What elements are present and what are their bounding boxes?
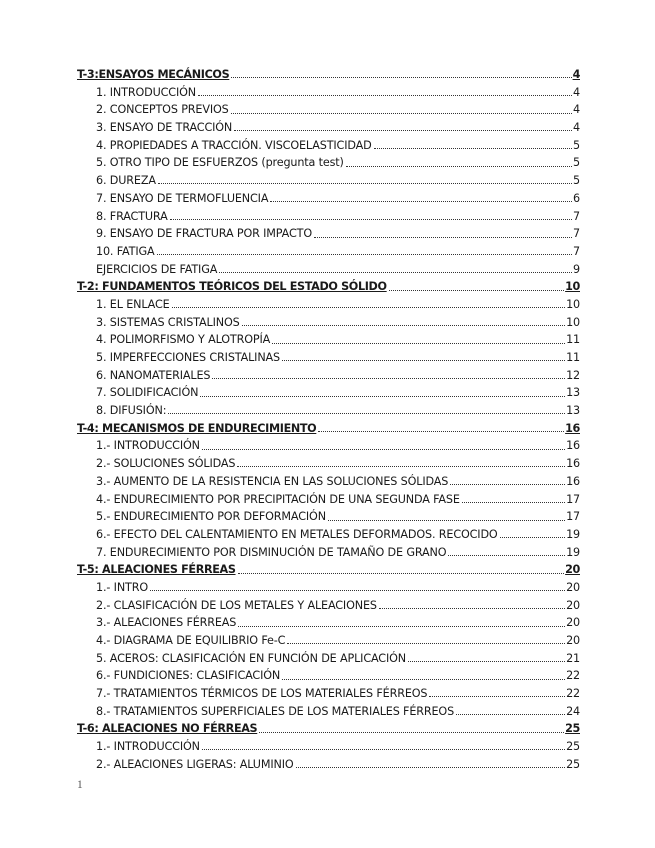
toc-section-entry[interactable]: [77, 544, 580, 562]
toc-entry-title: 4. POLIMORFISMO Y ALOTROPÍA: [96, 333, 271, 347]
toc-section-entry[interactable]: [77, 84, 580, 102]
toc-entry-title: 7. ENSAYO DE TERMOFLUENCIA: [96, 191, 269, 205]
toc-dot-leader: [200, 396, 565, 397]
toc-entry-page: 19: [566, 527, 580, 541]
toc-dot-leader: [346, 166, 572, 167]
toc-entry-page: 20: [566, 616, 580, 630]
toc-entry-page: 10: [566, 315, 580, 329]
toc-entry-page: 20: [566, 580, 580, 594]
toc-entry-page: 19: [566, 545, 580, 559]
toc-entry-title: 1.- INTRO: [96, 580, 148, 594]
toc-entry-title: T-3:ENSAYOS MECÁNICOS: [77, 68, 230, 81]
toc-dot-leader: [287, 643, 565, 644]
toc-section-entry[interactable]: [77, 190, 580, 208]
toc-entry-page: 5: [573, 156, 580, 170]
toc-dot-leader: [202, 749, 565, 750]
toc-chapter-entry[interactable]: [77, 720, 580, 738]
toc-dot-leader: [450, 484, 565, 485]
toc-entry-page: 22: [566, 669, 580, 683]
toc-entry-page: 7: [573, 209, 580, 223]
toc-chapter-entry[interactable]: [77, 561, 580, 579]
page-number: 1: [77, 779, 83, 791]
toc-entry-title: 2.- ALEACIONES LIGERAS: ALUMINIO: [96, 757, 294, 771]
toc-section-entry[interactable]: [77, 597, 580, 615]
toc-dot-leader: [259, 732, 564, 733]
toc-dot-leader: [231, 77, 571, 78]
toc-section-entry[interactable]: [77, 296, 580, 314]
toc-dot-leader: [314, 237, 572, 238]
toc-entry-title: 6. NANOMATERIALES: [96, 368, 211, 382]
toc-dot-leader: [429, 696, 565, 697]
toc-chapter-entry[interactable]: [77, 278, 580, 296]
toc-entry-page: 20: [566, 598, 580, 612]
toc-entry-title: 3.- AUMENTO DE LA RESISTENCIA EN LAS SOLUCIONES SÓLIDAS: [96, 474, 449, 488]
toc-entry-title: T-5: ALEACIONES FÉRREAS: [77, 563, 236, 577]
toc-entry-title: T-4: MECANISMOS DE ENDURECIMIENTO: [77, 421, 317, 435]
toc-entry-page: 4: [572, 68, 580, 81]
toc-entry-page: 10: [566, 297, 580, 311]
toc-dot-leader: [270, 201, 572, 202]
toc-entry-page: 6: [573, 191, 580, 205]
toc-section-entry[interactable]: [77, 650, 580, 668]
toc-section-entry[interactable]: [77, 491, 580, 509]
toc-section-entry[interactable]: [77, 119, 580, 137]
toc-entry-page: 25: [566, 740, 580, 754]
toc-entry-title: T-6: ALEACIONES NO FÉRREAS: [77, 722, 258, 736]
toc-entry-title: 3.- ALEACIONES FÉRREAS: [96, 616, 237, 630]
toc-entry-page: 22: [566, 687, 580, 701]
toc-section-entry[interactable]: [77, 437, 580, 455]
toc-entry-title: 7. SOLIDIFICACIÓN: [96, 386, 199, 400]
toc-entry-title: 7. ENDURECIMIENTO POR DISMINUCIÓN DE TAMAÑO DE GRANO: [96, 545, 447, 559]
toc-dot-leader: [318, 431, 564, 432]
toc-dot-leader: [500, 537, 565, 538]
toc-entry-page: 10: [565, 280, 580, 294]
toc-section-entry[interactable]: [77, 225, 580, 243]
toc-entry-page: 25: [565, 722, 580, 736]
toc-entry-title: 6. DUREZA: [96, 174, 156, 188]
toc-dot-leader: [202, 449, 565, 450]
toc-section-entry[interactable]: [77, 208, 580, 226]
toc-dot-leader: [198, 95, 572, 96]
toc-entry-title: 1. INTRODUCCIÓN: [96, 85, 196, 99]
toc-section-entry[interactable]: [77, 473, 580, 491]
toc-entry-title: 8. DIFUSIÓN:: [96, 404, 167, 418]
toc-dot-leader: [408, 661, 565, 662]
toc-chapter-entry[interactable]: [77, 66, 580, 84]
toc-dot-leader: [462, 502, 565, 503]
toc-section-entry[interactable]: [77, 243, 580, 261]
toc-section-entry[interactable]: [77, 154, 580, 172]
toc-entry-title: 5. ACEROS: CLASIFICACIÓN EN FUNCIÓN DE APLICACIÓN: [96, 651, 406, 665]
toc-dot-leader: [219, 272, 572, 273]
toc-entry-title: 4.- DIAGRAMA DE EQUILIBRIO Fe-C: [96, 634, 286, 647]
toc-entry-title: 5.- ENDURECIMIENTO POR DEFORMACIÓN: [96, 510, 326, 524]
toc-entry-page: 20: [566, 634, 580, 647]
toc-dot-leader: [448, 555, 565, 556]
toc-dot-leader: [238, 626, 565, 627]
toc-dot-leader: [237, 466, 565, 467]
toc-dot-leader: [234, 130, 572, 131]
toc-section-entry[interactable]: [77, 667, 580, 685]
toc-section-entry[interactable]: [77, 384, 580, 402]
toc-dot-leader: [456, 714, 565, 715]
toc-chapter-entry[interactable]: [77, 420, 580, 438]
toc-entry-page: 21: [566, 651, 580, 665]
toc-section-entry[interactable]: [77, 172, 580, 190]
toc-entry-title: 2.- SOLUCIONES SÓLIDAS: [96, 457, 236, 471]
toc-entry-page: 4: [573, 121, 580, 135]
toc-entry-page: 17: [566, 492, 580, 506]
toc-entry-page: 4: [573, 103, 580, 117]
toc-entry-page: 9: [573, 262, 580, 276]
toc-entry-page: 16: [566, 457, 580, 471]
toc-entry-page: 7: [573, 244, 580, 258]
toc-dot-leader: [238, 573, 565, 574]
toc-dot-leader: [389, 290, 564, 291]
toc-entry-title: 2. CONCEPTOS PREVIOS: [96, 103, 229, 117]
table-of-contents: [77, 66, 580, 774]
toc-section-entry[interactable]: [77, 367, 580, 385]
toc-dot-leader: [150, 590, 565, 591]
toc-section-entry[interactable]: [77, 331, 580, 349]
toc-dot-leader: [170, 219, 572, 220]
toc-section-entry[interactable]: [77, 614, 580, 632]
toc-entry-page: 16: [566, 439, 580, 453]
toc-entry-page: 4: [573, 85, 580, 99]
toc-entry-page: 12: [566, 368, 580, 382]
toc-dot-leader: [172, 307, 566, 308]
toc-entry-title: 3. SISTEMAS CRISTALINOS: [96, 315, 240, 329]
toc-entry-title: 2.- CLASIFICACIÓN DE LOS METALES Y ALEACIONES: [96, 598, 377, 612]
toc-section-entry[interactable]: [77, 738, 580, 756]
toc-entry-page: 5: [573, 138, 580, 152]
toc-entry-page: 13: [566, 404, 580, 418]
toc-section-entry[interactable]: [77, 402, 580, 420]
toc-dot-leader: [157, 254, 573, 255]
toc-entry-page: 16: [565, 421, 580, 435]
toc-section-entry[interactable]: [77, 101, 580, 119]
toc-entry-page: 16: [566, 474, 580, 488]
toc-entry-page: 24: [566, 704, 580, 718]
toc-entry-title: 1.- INTRODUCCIÓN: [96, 740, 200, 754]
toc-entry-page: 11: [566, 333, 580, 347]
toc-dot-leader: [168, 413, 565, 414]
toc-entry-title: 1. EL ENLACE: [96, 297, 170, 311]
toc-entry-page: 5: [573, 174, 580, 188]
toc-section-entry[interactable]: [77, 685, 580, 703]
toc-dot-leader: [242, 325, 566, 326]
toc-entry-title: 10. FATIGA: [96, 244, 155, 258]
toc-dot-leader: [212, 378, 565, 379]
toc-entry-title: 6.- FUNDICIONES: CLASIFICACIÓN: [96, 669, 281, 683]
toc-entry-title: 4. PROPIEDADES A TRACCIÓN. VISCOELASTICIDAD: [96, 138, 372, 152]
toc-dot-leader: [296, 767, 566, 768]
toc-section-entry[interactable]: [77, 137, 580, 155]
toc-entry-page: 25: [566, 757, 580, 771]
toc-entry-title: 4.- ENDURECIMIENTO POR PRECIPITACIÓN DE UNA SEGUNDA FASE: [96, 492, 460, 506]
toc-entry-page: 11: [566, 351, 580, 364]
toc-entry-title: 3. ENSAYO DE TRACCIÓN: [96, 121, 233, 135]
toc-entry-page: 17: [566, 510, 580, 524]
toc-section-entry[interactable]: [77, 314, 580, 332]
toc-dot-leader: [158, 183, 572, 184]
toc-entry-page: 20: [565, 563, 580, 577]
toc-section-entry[interactable]: [77, 349, 580, 367]
toc-section-entry[interactable]: [77, 579, 580, 597]
toc-entry-title: 9. ENSAYO DE FRACTURA POR IMPACTO: [96, 227, 312, 241]
toc-section-entry[interactable]: [77, 703, 580, 721]
toc-entry-title: 5. IMPERFECCIONES CRISTALINAS: [96, 351, 281, 364]
toc-section-entry[interactable]: [77, 632, 580, 650]
toc-dot-leader: [272, 343, 565, 344]
toc-entry-title: 8. FRACTURA: [96, 209, 168, 223]
toc-section-entry[interactable]: [77, 261, 580, 279]
toc-section-entry[interactable]: [77, 455, 580, 473]
toc-dot-leader: [328, 520, 565, 521]
toc-dot-leader: [379, 608, 565, 609]
toc-entry-page: 7: [573, 227, 580, 241]
toc-entry-title: T-2: FUNDAMENTOS TEÓRICOS DEL ESTADO SÓLIDO: [77, 280, 387, 294]
toc-section-entry[interactable]: [77, 756, 580, 774]
toc-entry-title: 6.- EFECTO DEL CALENTAMIENTO EN METALES DEFORMADOS. RECOCIDO: [96, 527, 498, 541]
toc-entry-title: 8.- TRATAMIENTOS SUPERFICIALES DE LOS MATERIALES FÉRREOS: [96, 704, 455, 718]
toc-dot-leader: [282, 360, 565, 361]
toc-entry-title: 1.- INTRODUCCIÓN: [96, 439, 200, 453]
toc-entry-title: 7.- TRATAMIENTOS TÉRMICOS DE LOS MATERIALES FÉRREOS: [96, 687, 428, 701]
toc-dot-leader: [282, 679, 565, 680]
toc-dot-leader: [231, 113, 572, 114]
toc-entry-title: EJERCICIOS DE FATIGA: [96, 262, 218, 276]
toc-section-entry[interactable]: [77, 508, 580, 526]
toc-dot-leader: [374, 148, 572, 149]
toc-section-entry[interactable]: [77, 526, 580, 544]
toc-entry-title: 5. OTRO TIPO DE ESFUERZOS (pregunta test): [96, 156, 344, 170]
toc-entry-page: 13: [566, 386, 580, 400]
